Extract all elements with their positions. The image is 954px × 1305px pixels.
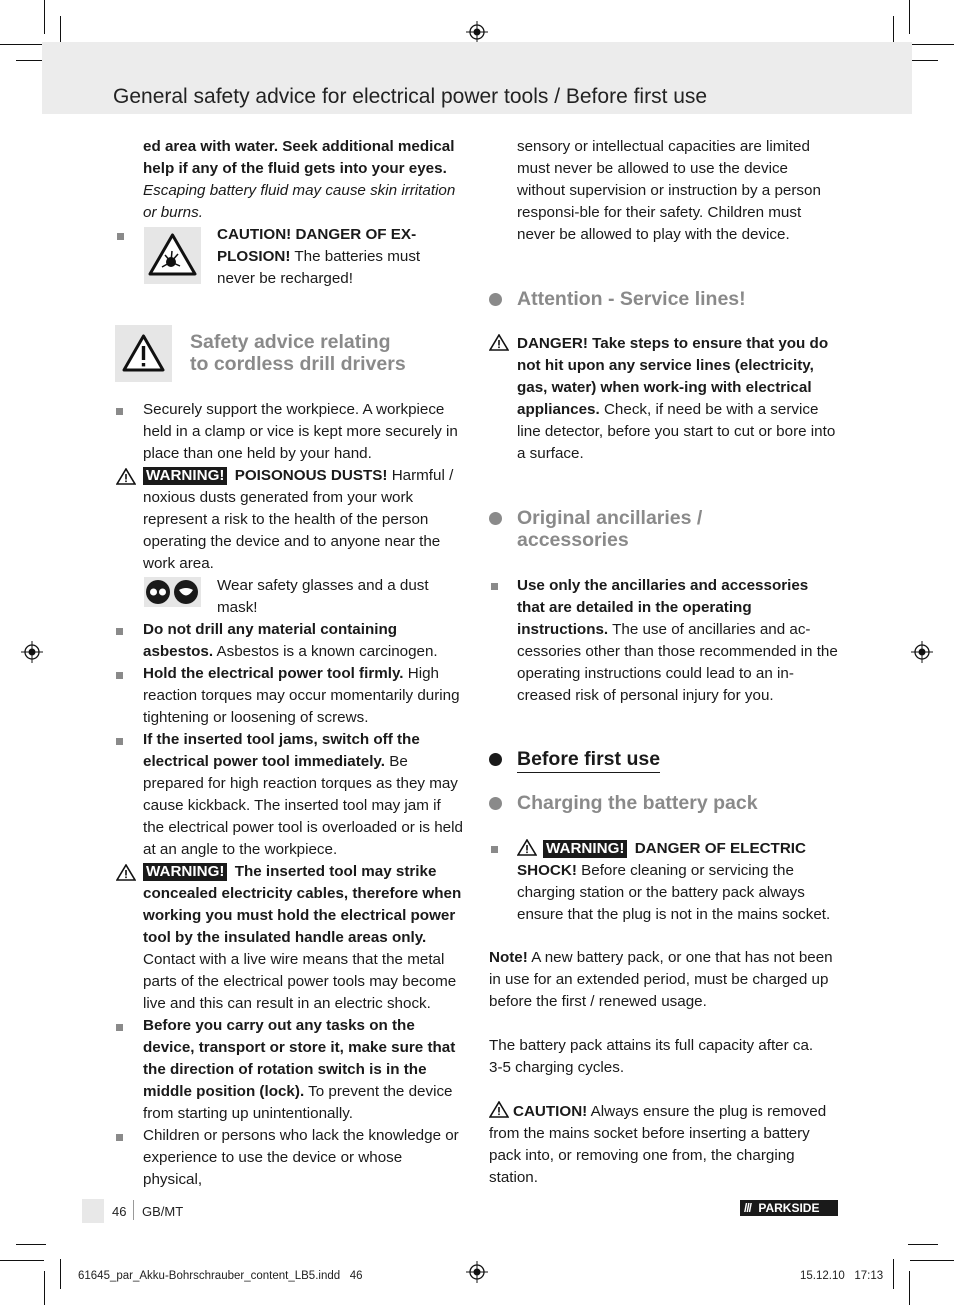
crop-mark [0,1260,44,1261]
heading-line: Original ancillaries / [517,507,703,529]
heading-ancillaries [517,507,702,551]
warning-triangle-icon [116,468,136,485]
list-item [113,399,465,465]
continued-paragraph [113,136,465,224]
bullet [117,233,124,240]
left-items [113,399,465,1191]
explosion-body: The batteries must never be recharged! [217,248,421,287]
list-item-bold: Hold the electrical power tool firmly. [143,665,404,682]
continued-bold: ed area with water. Seek additional medical help if any of the fluid gets into your eyes. [143,138,455,177]
explosion-bold: CAUTION! DANGER OF EX-PLOSION! [217,226,417,265]
bullet [116,408,123,415]
caution-paragraph [489,1101,839,1189]
footer-divider [133,1200,134,1220]
footer-page-box [82,1199,104,1223]
crop-mark [908,1244,938,1245]
note-bold: Note! [489,949,528,966]
list-item-text: Securely support the workpiece. A workpiece held in a clamp or vice is kept more securely in place than one held by your hand. [143,401,458,462]
list-item-text: To prevent the device from starting up unintentionally. [143,1083,453,1122]
danger-text: Check, if need be with a service line detector, before you start to cut or bore into a surface. [517,401,836,462]
list-item-bold: Before you carry out any tasks on the device, transport or store it, make sure that the direction of rotation switch is in the middle position (lock). [143,1017,456,1100]
danger-bold: DANGER! Take steps to ensure that you do not hit upon any service lines (electricity, gas, water) when work-ing with electrical appliances. [517,335,829,418]
crop-mark [910,1260,954,1261]
dusts-text: Harmful / noxious dusts generated from your work represent a risk to the health of the person operating the device and to anyone near the work area. [143,467,454,572]
list-item-text: Asbestos is a known carcinogen. [216,643,438,660]
shock-bold: DANGER OF ELECTRIC SHOCK! [517,840,806,879]
continued-text: sensory or intellectual capacities are limited must never be allowed to use the device without supervision or instruction by a person responsi-ble for their safety. Children must never be allowed to play with the device. [517,138,821,243]
list-item [113,663,465,729]
crop-mark [0,44,44,45]
note-paragraph [489,947,839,1013]
bullet [116,672,123,679]
heading-line: accessories [517,529,629,551]
crop-mark [60,1259,61,1289]
capacity-paragraph: The battery pack attains its full capacity after ca. 3-5 charging cycles. [489,1037,814,1076]
safety-glasses-mask-icon [144,577,201,607]
warning-badge: WARNING! [143,467,227,485]
crop-mark [908,60,938,61]
ancillaries-bold: Use only the ancillaries and accessories that are detailed in the operating instructions. [517,577,809,638]
crop-mark [909,1271,910,1305]
list-item-text: High reaction torques may occur momentarily during tightening or loosening of screws. [143,665,460,726]
crop-mark [910,44,954,45]
list-item [113,1125,465,1191]
slug-filename: 61645_par_Akku-Bohrschrauber_content_LB5.indd 46 [78,1270,363,1282]
list-item-bold: If the inserted tool jams, switch off the electrical power tool immediately. [143,731,420,770]
safety-glasses-text: Wear safety glasses and a dust mask! [217,577,429,616]
brand-stripes-icon: /// [744,1201,752,1215]
warning-dusts [113,465,465,575]
heading-service-lines: Attention - Service lines! [517,288,746,310]
bullet [116,628,123,635]
registration-mark-icon [466,21,488,43]
safety-glasses-note [113,575,465,619]
explosion-text [217,224,457,290]
warning-triangle-icon [517,839,537,856]
crop-mark [44,1271,45,1305]
list-item [113,1015,465,1125]
registration-mark-icon [911,641,933,663]
warning-triangle-icon [116,864,136,881]
footer-locale: GB/MT [142,1204,184,1219]
section-bullet [489,753,502,766]
warning-triangle-icon [489,1101,509,1118]
bullet [116,1134,123,1141]
note-text: A new battery pack, or one that has not been in use for an extended period, must be charged up before the first / renewed usage. [489,949,833,1010]
warning-badge: WARNING! [143,863,227,881]
list-item-text: Children or persons who lack the knowledge or experience to use the device or whose physical, [143,1127,459,1188]
bullet [491,846,498,853]
section-bullet [489,512,502,525]
registration-mark-icon [466,1261,488,1283]
caution-text: Always ensure the plug is removed from the mains socket before inserting a battery pack into, or removing one from, the charging station. [489,1103,827,1186]
page-number: 46 [112,1204,127,1219]
crop-mark [893,1259,894,1289]
page-title: General safety advice for electrical power tools / Before first use [113,85,708,108]
explosion-warning-icon [144,227,201,284]
section-bullet [489,293,502,306]
section-bullet [489,797,502,810]
crop-mark [909,0,910,34]
warning-text: Contact with a live wire means that the metal parts of the electrical power tools may become live and this can result in an electric shock. [143,951,457,1012]
slug-datetime: 15.12.10 17:13 [800,1270,884,1282]
list-item-bold: Do not drill any material containing asbestos. [143,621,397,660]
left-column [113,136,465,224]
ancillaries-text: The use of ancillaries and ac-cessories other than those recommended in the operating instructions could lead to an in-creased risk of personal injury for you. [517,621,838,704]
warning-electric-shock [517,838,839,926]
warning-bold: The inserted tool may strike concealed electricity cables, therefore when working you must hold the electrical power tool by the insulated handle areas only. [143,863,462,946]
general-warning-icon [115,325,172,382]
list-item-text: Be prepared for high reaction torques as they may cause kickback. The inserted tool may jam if the electrical power tool is overloaded or is held at an angle to the workpiece. [143,753,463,858]
brand-logo [740,1200,838,1216]
list-item [113,619,465,663]
heading-charging: Charging the battery pack [517,792,758,814]
continued-italic: Escaping battery fluid may cause skin irritation or burns. [143,182,456,221]
bullet [116,738,123,745]
list-item [113,729,465,861]
warning-triangle-icon [489,334,509,351]
heading-before-first-use: Before first use [517,748,660,773]
dusts-bold: POISONOUS DUSTS! [234,467,388,484]
right-continued [517,136,839,246]
warning-cables [113,861,465,1015]
crop-mark [16,1244,46,1245]
warning-badge: WARNING! [543,840,627,858]
danger-service-lines [517,333,839,465]
bullet [491,583,498,590]
brand-name: PARKSIDE [758,1201,820,1215]
section-heading-line: Safety advice relating [190,331,391,353]
caution-bold: CAUTION! [513,1103,588,1120]
ancillaries-item [517,575,839,707]
section-heading-line: to cordless drill drivers [190,353,406,375]
bullet [116,1024,123,1031]
section-heading-cordless-drill [190,331,470,375]
registration-mark-icon [21,641,43,663]
crop-mark [44,0,45,34]
shock-text: Before cleaning or servicing the charging station or the battery pack always ensure that the plug is not in the mains socket. [517,862,831,923]
